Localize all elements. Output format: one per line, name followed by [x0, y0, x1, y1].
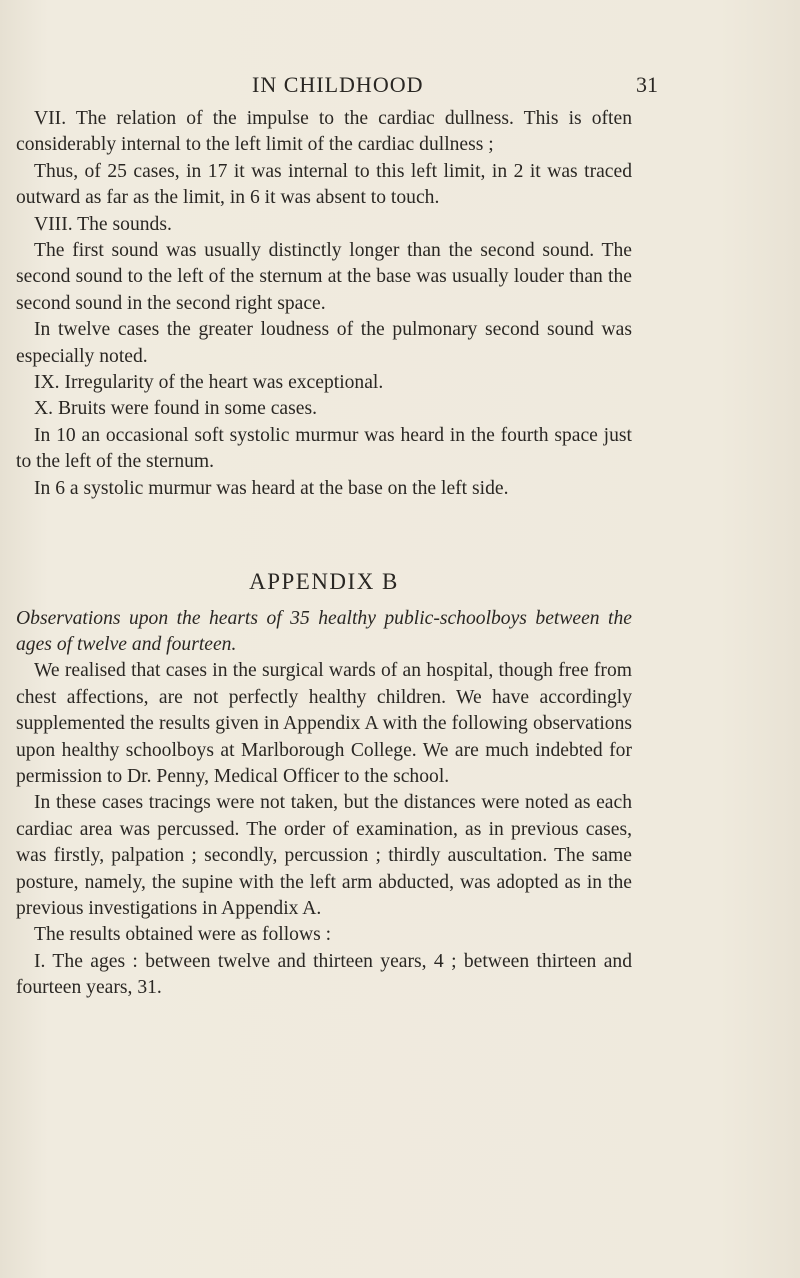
paragraph-we-realised: We realised that cases in the surgical wards of an hospital, though free from chest affections, are not perfectly healthy children. We have accordingly supplemented the results given in Appendix A with the following observations upon healthy schoolboys at Marlborough College. We are much indebted for permission to Dr. Penny, Medical Officer to the school. [16, 660, 632, 787]
paragraph-ix: IX. Irregularity of the heart was exceptional. [34, 372, 384, 394]
paragraph-thus: Thus, of 25 cases, in 17 it was internal to this left limit, in 2 it was traced outward as far as the limit, in 6 it was absent to touch. [16, 160, 632, 209]
page-header [0, 72, 800, 102]
paragraph-in-10: In 10 an occasional soft systolic murmur was heard in the fourth space just to the left of the sternum. [16, 424, 632, 473]
appendix-subtitle: Observations upon the hearts of 35 healthy public-schoolboys between the ages of twelve and fourteen. [16, 607, 632, 655]
page-body [16, 106, 632, 1002]
page-number: 31 [636, 72, 658, 97]
paragraph-tracings: In these cases tracings were not taken, but the distances were noted as each cardiac area was percussed. The order of examination, as in previous cases, was firstly, palpation ; secondly, percussion ; thirdly auscultation. The same posture, namely, the supine with the left arm abducted, was adopted as in the previous investigations in Appendix A. [16, 792, 632, 919]
paragraph-viii-heading: VIII. The sounds. [34, 213, 172, 235]
paragraph-vii: VII. The relation of the impulse to the cardiac dullness. This is often considerably internal to the left limit of the cardiac dullness ; [16, 108, 632, 156]
paragraph-x: X. Bruits were found in some cases. [34, 398, 317, 420]
appendix-title: APPENDIX B [249, 569, 399, 595]
paragraph-first-sound: The first sound was usually distinctly longer than the second sound. The second sound to the left of the sternum at the base was usually louder than the second sound in the second right space. [16, 240, 632, 314]
paragraph-in-6: In 6 a systolic murmur was heard at the base on the left side. [34, 477, 509, 499]
running-head: IN CHILDHOOD [252, 72, 424, 97]
paragraph-twelve-cases: In twelve cases the greater loudness of the pulmonary second sound was especially noted. [16, 319, 632, 367]
paragraph-results: The results obtained were as follows : [34, 924, 332, 946]
paragraph-ages: I. The ages : between twelve and thirteen years, 4 ; between thirteen and fourteen years, 31. [16, 950, 632, 999]
